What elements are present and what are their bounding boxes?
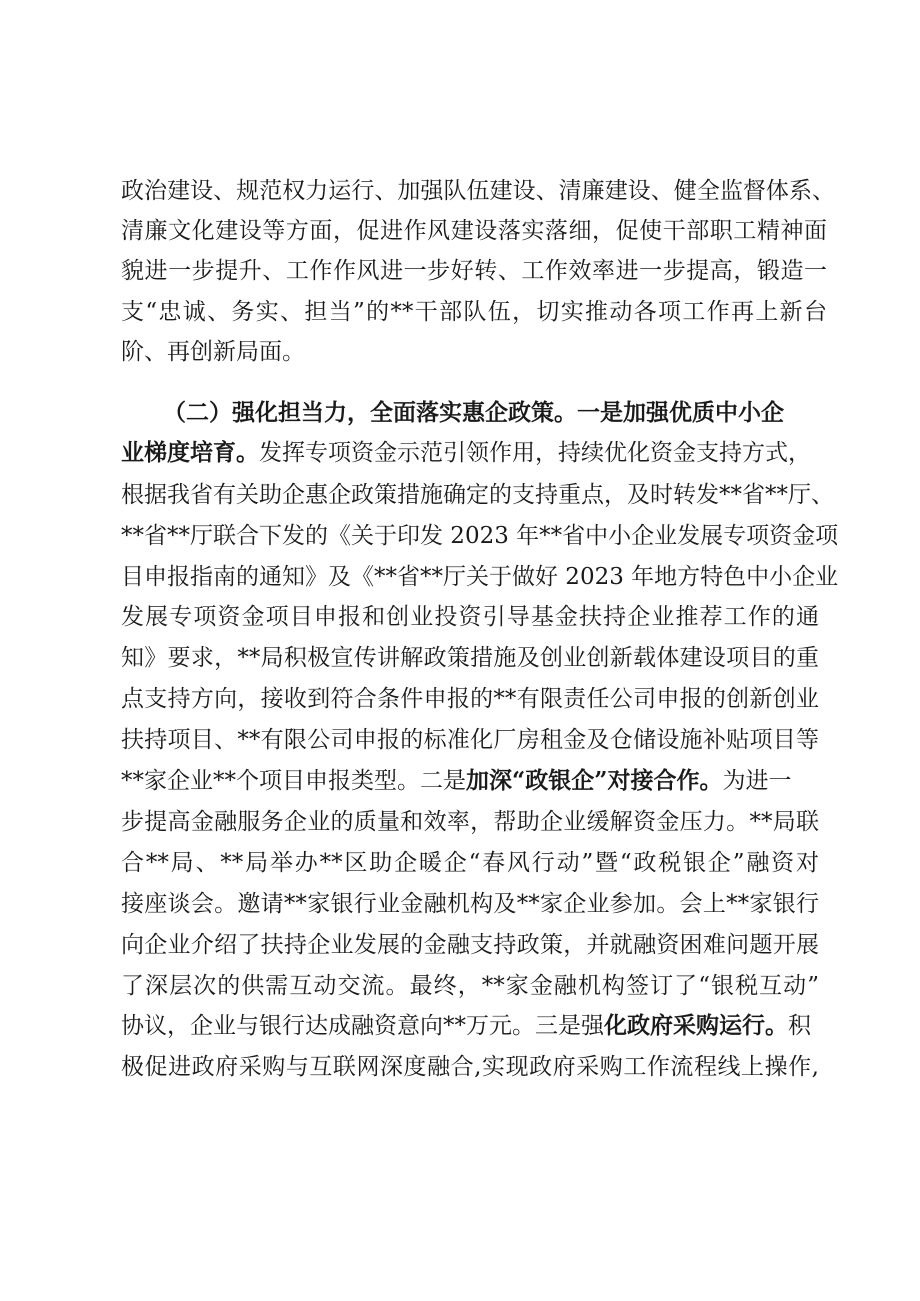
- paragraph-2-line-8: 点支持方向，接收到符合条件申报的**有限责任公司申报的创新创业: [121, 686, 819, 712]
- paragraph-2-line-2: [121, 433, 827, 473]
- paragraph-2-line-14: 向企业介绍了扶持企业发展的金融支持政策，并就融资困难问题开展: [121, 932, 819, 958]
- paragraph-2-line-9: 扶持项目、**有限公司申报的标准化厂房租金及仓储设施补贴项目等: [121, 727, 819, 753]
- body-text-tail: 为进一: [722, 768, 792, 794]
- paragraph-2-line-13: 接座谈会。邀请**家银行业金融机构及**家企业参加。会上**家银行: [121, 891, 819, 917]
- paragraph-2-line-5: 目申报指南的通知》及《**省**厅关于做好 2023 年地方特色中小企业: [121, 564, 839, 590]
- paragraph-1-line-2: 清廉文化建设等方面，促进作风建设落实落细，促使干部职工精神面: [121, 218, 827, 244]
- lead-sentence-1-part-1: 一是加强优质中小企: [577, 399, 784, 426]
- body-text: **家企业**个项目申报类型。二是: [121, 768, 466, 794]
- paragraph-2-line-11: 步提高金融服务企业的质量和效率，帮助企业缓解资金压力。**局联: [121, 809, 819, 835]
- paragraph-2-line-10: [121, 761, 819, 801]
- body-text: 协议，企业与银行达成融资意向**万元。三是强: [121, 1013, 604, 1039]
- paragraph-1-line-1: 政治建设、规范权力运行、加强队伍建设、清廉建设、健全监督体系、: [121, 178, 835, 204]
- paragraph-2-line-6: 发展专项资金项目申报和创业投资引导基金扶持企业推荐工作的通: [121, 604, 819, 630]
- paragraph-2-line-16: [121, 1006, 819, 1046]
- paragraph-2-line-7: 知》要求，**局积极宣传讲解政策措施及创业创新载体建设项目的重: [121, 645, 819, 671]
- paragraph-1-line-4: 支“忠诚、务实、担当”的**干部队伍，切实推动各项工作再上新台: [121, 299, 827, 325]
- paragraph-2-line-15: 了深层次的供需互动交流。最终，**家金融机构签订了“银税互动”: [121, 973, 819, 999]
- section-heading: （二）强化担当力，全面落实惠企政策。: [163, 399, 577, 426]
- paragraph-1-line-3: 貌进一步提升、工作作风进一步好转、工作效率进一步提高，锻造一: [121, 258, 827, 284]
- paragraph-2-line-3: 根据我省有关助企惠企政策措施确定的支持重点，及时转发**省**厅、: [121, 482, 834, 508]
- lead-sentence-2: 加深“政银企”对接合作。: [466, 767, 723, 794]
- paragraph-2-line-17: 极促进政府采购与互联网深度融合,实现政府采购工作流程线上操作,: [121, 1054, 819, 1080]
- body-text: 发挥专项资金示范引领作用，持续优化资金支持方式，: [259, 440, 811, 466]
- lead-sentence-1-part-2: 业梯度培育。: [121, 439, 259, 466]
- lead-sentence-3: 化政府采购运行。: [604, 1012, 788, 1039]
- paragraph-1-line-5: 阶、再创新局面。: [121, 339, 305, 365]
- paragraph-2-line-4: **省**厅联合下发的《关于印发 2023 年**省中小企业发展专项资金项: [121, 523, 839, 549]
- body-text-tail: 积: [788, 1013, 811, 1039]
- paragraph-2-line-12: 合**局、**局举办**区助企暖企“春风行动”暨“政税银企”融资对: [121, 850, 819, 876]
- paragraph-2-line-1: [163, 393, 827, 433]
